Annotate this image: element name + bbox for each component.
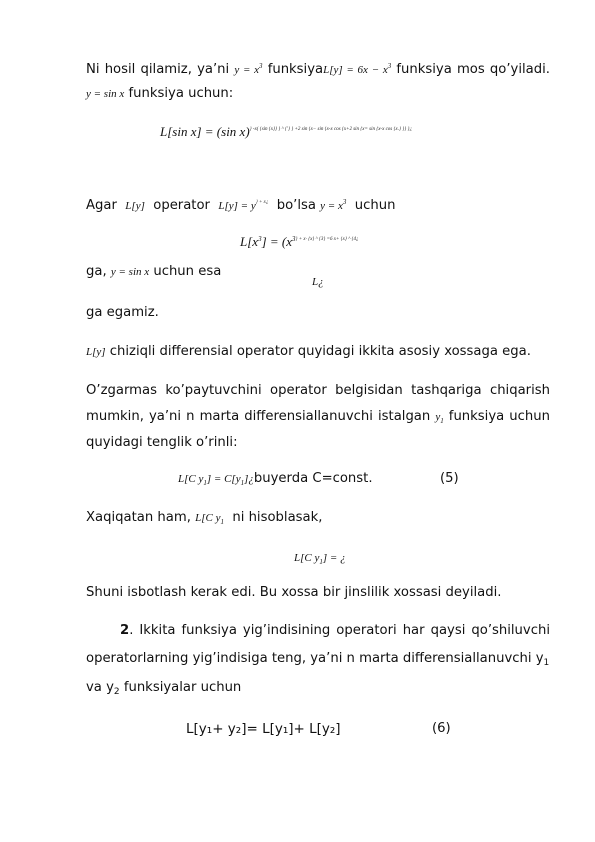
text: Shuni isbotlash kerak edi. Bu xossa bir jinslilik xossasi deyiladi. xyxy=(86,585,502,600)
text: uchun esa xyxy=(153,264,222,279)
text: funksiya uchun xyxy=(448,409,550,424)
equation-number-5: (5) xyxy=(440,471,459,486)
text: Agar xyxy=(86,198,117,213)
paragraph-1-line-1 xyxy=(86,58,550,78)
text: uchun xyxy=(354,198,396,213)
paragraph-4 xyxy=(86,305,550,321)
formula-operator-l-y: $L[y] = 6x - x^3$ xyxy=(323,62,392,76)
text: funksiya xyxy=(267,62,324,77)
item-number: 2 xyxy=(120,623,130,638)
equation-1 xyxy=(160,121,412,140)
equation-2-lhs: $L[x^3] = (x^3$ xyxy=(240,234,296,249)
text: operatorlarning yig’indisiga teng, ya’ni n marta differensiallanuvchi y xyxy=(86,651,544,666)
formula-y-equals-sin-x: y = sin x xyxy=(86,88,125,100)
text: chiziqli differensial operator quyidagi ikkita asosiy xossaga ega. xyxy=(109,344,531,359)
text: quyidagi tenglik o’rinli: xyxy=(86,435,238,450)
paragraph-2 xyxy=(86,194,550,214)
text: ga, xyxy=(86,264,107,279)
paragraph-9-line-2 xyxy=(86,651,550,671)
text: ni hisoblasak, xyxy=(232,510,323,525)
equation-6 xyxy=(294,546,346,566)
formula-l-y-equals-y: $L[y] = y^{\} + x¿}$ xyxy=(218,200,269,212)
text: operator xyxy=(153,198,210,213)
formula-l-c-y1: L[C $y_1$ xyxy=(195,512,224,526)
text: funksiya uchun: xyxy=(128,86,234,101)
text: funksiya mos qo’yiladi. xyxy=(396,62,550,77)
formula-y-equals-x-cubed-2: $y = x^3$ xyxy=(320,198,347,212)
equation-3 xyxy=(312,270,324,289)
equation-6-formula: L[C $y_1$] = ¿ xyxy=(294,552,346,566)
formula-y-equals-x-cubed: $y = x^3$ xyxy=(234,62,263,76)
paragraph-5 xyxy=(86,344,550,360)
paragraph-6-line-3 xyxy=(86,435,550,451)
paragraph-6-line-2 xyxy=(86,409,550,429)
equation-2-garbled-tail: } + x· {x} ^ {3} =6 x+ {x} ^ {4¿ xyxy=(295,237,359,242)
text: va y xyxy=(86,680,114,695)
subscript: 2 xyxy=(113,687,120,697)
paragraph-7 xyxy=(86,510,550,530)
text: O’zgarmas ko’paytuvchini operator belgisidan tashqariga chiqarish xyxy=(86,383,550,398)
paragraph-9-line-1 xyxy=(120,623,550,639)
equation-2 xyxy=(240,231,358,250)
text: bo’lsa xyxy=(276,198,316,213)
text: Ni hosil qilamiz, ya’ni xyxy=(86,62,230,77)
equation-3-text: L¿ xyxy=(312,276,324,288)
text: . Ikkita funksiya yig’indisining operatori har qaysi qo’shiluvchi xyxy=(129,623,550,638)
equation-1-garbled-tail: } -x( {sin {x}} } ^ {'} } +2 sin {x− sin {x-x cos {x+2 sin {x= sin {x-x cos {x.} }} }¿ xyxy=(249,127,412,132)
equation-7: L[y₁+ y₂]= L[y₁]+ L[y₂] xyxy=(186,721,341,737)
equation-1-lhs: L[sin x] = (sin x) xyxy=(160,124,250,139)
formula-l-y: L[y] xyxy=(125,200,145,212)
equation-5-row xyxy=(178,471,373,487)
text: mumkin, ya’ni n marta differensiallanuvchi istalgan xyxy=(86,409,431,424)
text: ga egamiz. xyxy=(86,305,159,320)
subscript: 1 xyxy=(543,658,550,668)
equation-5-text: buyerda C=const. xyxy=(253,471,373,486)
paragraph-1-line-2 xyxy=(86,86,550,102)
paragraph-6-line-1 xyxy=(86,383,550,399)
paragraph-8 xyxy=(86,585,550,601)
formula-l-y-2: L[y] xyxy=(86,346,106,358)
equation-5-formula: L[C $y_1$] = $C[y_1]¿$ xyxy=(178,473,254,487)
text: funksiyalar uchun xyxy=(123,680,242,695)
paragraph-9-line-3 xyxy=(86,680,550,700)
equation-number-6: (6) xyxy=(432,721,451,736)
formula-y-equals-sin-x-2: y = sin x xyxy=(110,266,150,278)
formula-y1: $y_1$ xyxy=(435,411,444,425)
text: Xaqiqatan ham, xyxy=(86,510,191,525)
